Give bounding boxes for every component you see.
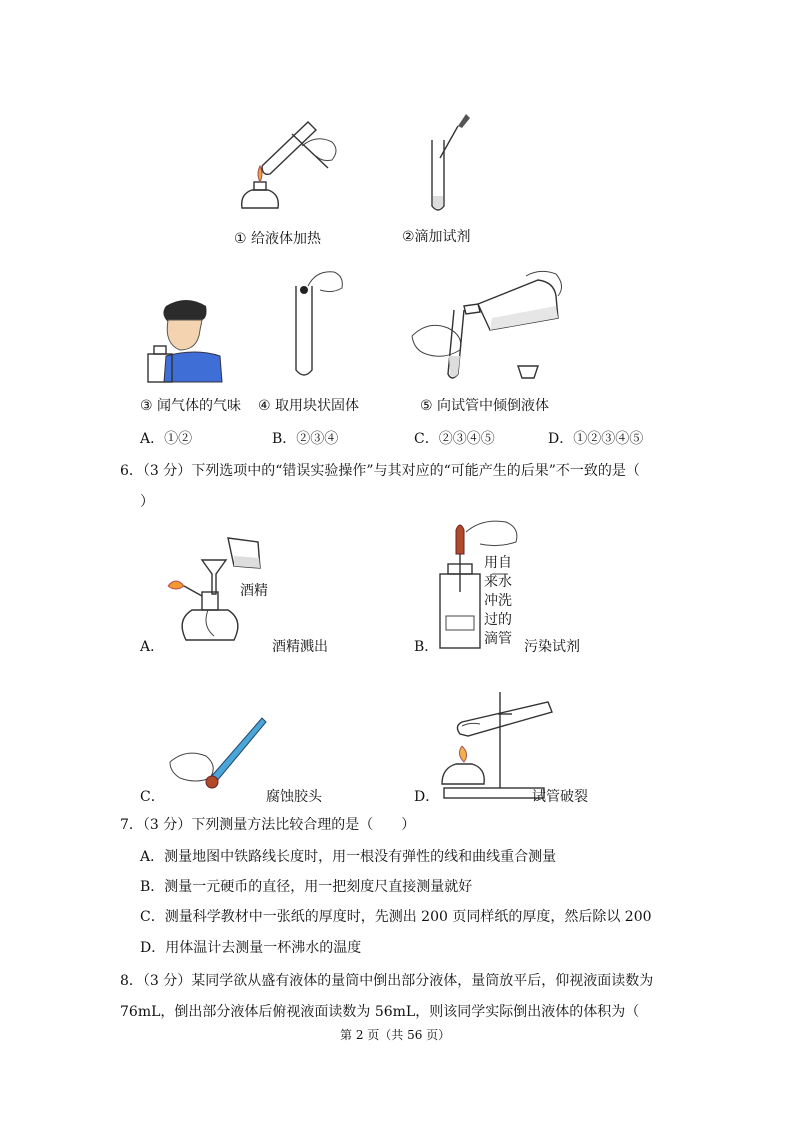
q7-stem: 7．（3 分）下列测量方法比较合理的是（ ）: [120, 817, 416, 833]
q6-option-c-letter[interactable]: C．: [140, 789, 165, 805]
q6-b-fig-label-3: 冲洗: [484, 593, 512, 609]
fig2-caption: ②滴加试剂: [402, 229, 471, 245]
page-footer: 第 2 页（共 56 页）: [340, 1028, 451, 1042]
q6-option-c-consequence: 腐蚀胶头: [266, 789, 322, 805]
fig5-caption: ⑤ 向试管中倾倒液体: [420, 398, 550, 414]
q6-b-fig-label: [484, 554, 512, 649]
q6-option-b-letter[interactable]: B．: [414, 639, 439, 655]
dropper-tilted-illustration: [166, 712, 276, 802]
q6-b-fig-label-5: 滴管: [484, 631, 512, 647]
q8-stem-line2: 76mL，倒出部分液体后俯视液面读数为 56mL，则该同学实际倒出液体的体积为（: [120, 1004, 640, 1020]
solid-into-tube-illustration: [286, 266, 346, 386]
q7-option-d[interactable]: D．用体温计去测量一杯沸水的温度: [140, 940, 362, 956]
fig4-caption: ④ 取用块状固体: [258, 398, 360, 414]
dropper-illustration: [420, 110, 480, 220]
q7-option-b[interactable]: B．测量一元硬币的直径，用一把刻度尺直接测量就好: [140, 879, 473, 895]
smelling-gas-illustration: [146, 296, 236, 386]
q6-option-a-letter[interactable]: A．: [140, 639, 165, 655]
q6-option-d-consequence: 试管破裂: [532, 789, 588, 805]
pouring-liquid-illustration: [408, 266, 568, 386]
q6-b-fig-label-1: 用自: [484, 555, 512, 571]
fig3-caption: ③ 闻气体的气味: [140, 398, 242, 414]
q7-option-a[interactable]: A．测量地图中铁路线长度时，用一根没有弹性的线和曲线重合测量: [140, 849, 557, 865]
fig1-caption: ① 给液体加热: [234, 231, 322, 247]
dropper-in-bottle-illustration: [432, 514, 532, 654]
q5-option-a[interactable]: A．①②: [140, 431, 193, 447]
q6-option-a-consequence: 酒精溅出: [272, 639, 328, 655]
q5-option-d[interactable]: D．①②③④⑤: [548, 431, 644, 447]
q6-option-d-letter[interactable]: D．: [414, 789, 440, 805]
q6-b-fig-label-2: 来水: [484, 574, 512, 590]
q5-option-b[interactable]: B．②③④: [272, 431, 339, 447]
q6-stem-line1: 6．（3 分）下列选项中的“错误实验操作”与其对应的“可能产生的后果”不一致的是（: [120, 463, 640, 479]
q6-stem-line2: ）: [140, 494, 154, 510]
q5-option-c[interactable]: C．②③④⑤: [414, 431, 495, 447]
q7-option-c[interactable]: C．测量科学教材中一张纸的厚度时，先测出 200 页同样纸的厚度，然后除以 200: [140, 909, 652, 925]
q8-stem-line1: 8．（3 分）某同学欲从盛有液体的量筒中倒出部分液体，量筒放平后，仰视液面读数为: [120, 973, 654, 989]
heating-liquid-illustration: [232, 116, 342, 216]
q6-option-b-consequence: 污染试剂: [524, 639, 580, 655]
q6-a-fig-label: 酒精: [240, 583, 268, 599]
q6-b-fig-label-4: 过的: [484, 612, 512, 628]
